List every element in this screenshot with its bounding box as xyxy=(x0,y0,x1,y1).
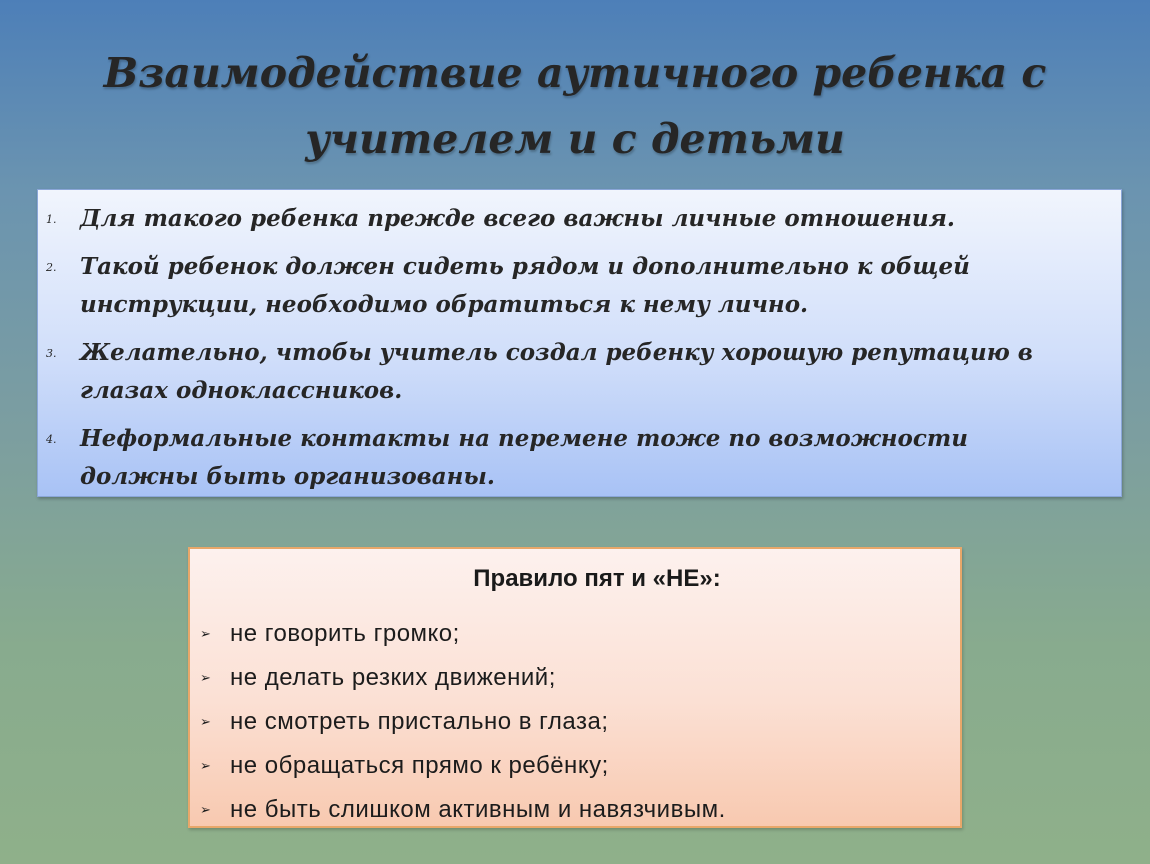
arrow-bullet-icon: ➢ xyxy=(200,670,212,685)
list-item-text: Желательно, чтобы учитель создал ребенку хорошую репутацию в глазах одноклассников. xyxy=(80,339,1033,404)
rule-text: не говорить громко; xyxy=(230,620,460,647)
list-item-text: Такой ребенок должен сидеть рядом и дополнительно к общей инструкции, необходимо обратиться к нему лично. xyxy=(80,253,970,318)
list-item-number: 2. xyxy=(46,261,57,274)
main-points-box xyxy=(37,189,1122,497)
list-item-text: Неформальные контакты на перемене тоже по возможности должны быть организованы. xyxy=(80,425,968,490)
list-item xyxy=(46,420,1091,496)
list-item xyxy=(200,744,726,788)
arrow-bullet-icon: ➢ xyxy=(200,626,212,641)
arrow-bullet-icon: ➢ xyxy=(200,802,212,817)
slide-title-line-1: Взаимодействие аутичного ребенка с xyxy=(103,49,1047,97)
list-item xyxy=(200,656,726,700)
rule-text: не делать резких движений; xyxy=(230,664,556,691)
list-item-number: 4. xyxy=(46,433,57,446)
rules-title: Правило пят и «НЕ»: xyxy=(473,565,721,592)
list-item xyxy=(46,200,1091,238)
rule-text: не обращаться прямо к ребёнку; xyxy=(230,752,609,779)
slide-title-line-2: учителем и с детьми xyxy=(305,115,845,163)
list-item-text: Для такого ребенка прежде всего важны личные отношения. xyxy=(80,205,955,232)
list-item xyxy=(46,334,1091,410)
list-item xyxy=(200,612,726,656)
main-points-list xyxy=(46,200,1091,496)
arrow-bullet-icon: ➢ xyxy=(200,758,212,773)
slide-title xyxy=(0,40,1150,172)
rules-list xyxy=(200,612,726,832)
rule-text: не смотреть пристально в глаза; xyxy=(230,708,609,735)
arrow-bullet-icon: ➢ xyxy=(200,714,212,729)
list-item xyxy=(200,700,726,744)
list-item xyxy=(200,788,726,832)
rules-box xyxy=(188,547,962,828)
list-item-number: 1. xyxy=(46,213,57,226)
rule-text: не быть слишком активным и навязчивым. xyxy=(230,796,726,823)
list-item-number: 3. xyxy=(46,347,57,360)
list-item xyxy=(46,248,1091,324)
